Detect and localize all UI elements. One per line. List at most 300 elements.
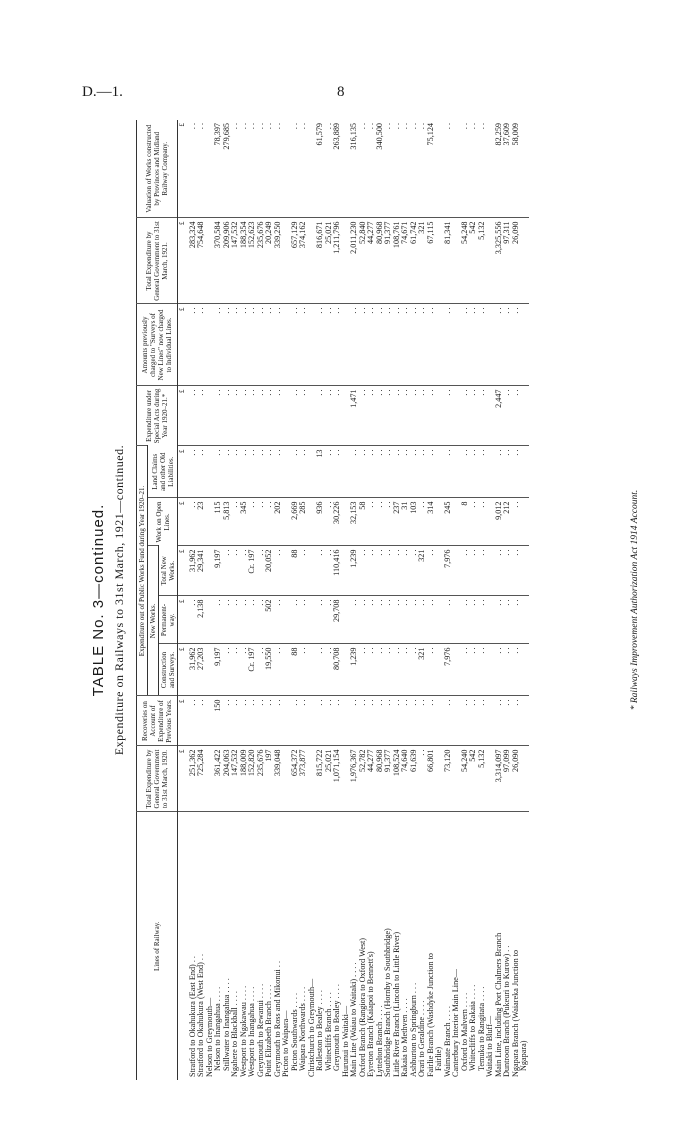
value-cell: 339,250 bbox=[274, 218, 283, 304]
railway-line-name: Orari to Geraldine bbox=[417, 1016, 426, 1077]
value-cell: 152,820 bbox=[248, 746, 257, 812]
value-cell: . . bbox=[376, 644, 385, 696]
value-cell: 74,640 bbox=[401, 746, 410, 812]
value-cell: . . bbox=[231, 596, 240, 644]
value-cell: . . bbox=[503, 546, 512, 596]
value-cell: 67,115 bbox=[427, 218, 436, 304]
value-cell: . . bbox=[503, 446, 512, 498]
railway-line-name: Little River Branch (Lincoln to Little River) bbox=[391, 931, 401, 1077]
value-cell: . . bbox=[503, 386, 512, 446]
railway-line-name: Ashburton to Springburn bbox=[408, 995, 418, 1077]
value-cell: . . bbox=[468, 122, 477, 130]
header-permanent-way: Permanent-way. bbox=[159, 596, 178, 644]
value-cell bbox=[206, 304, 215, 386]
value-cell: . . bbox=[478, 644, 487, 696]
value-cell: . . bbox=[400, 122, 409, 130]
header-total-prev: Total Expenditure by General Government to 31st March, 1920. bbox=[137, 746, 178, 812]
leader-dots: . . . . bbox=[417, 1000, 426, 1015]
value-cell: . . bbox=[272, 122, 282, 130]
value-cell: . . bbox=[401, 644, 410, 696]
value-cell: . . bbox=[223, 546, 232, 596]
header-total-exp: Total Expenditure by General Government to 31st March, 1921. bbox=[137, 218, 178, 304]
row-name-cell bbox=[427, 812, 436, 1080]
value-cell: . . bbox=[427, 304, 436, 386]
value-cell: . . bbox=[316, 696, 325, 746]
value-cell: . . bbox=[384, 644, 393, 696]
value-cell: 237 bbox=[393, 498, 402, 546]
railway-line-name: Ngahere to Blackball bbox=[230, 1007, 239, 1077]
value-cell: 370,584 bbox=[214, 218, 223, 304]
railway-line-name: Oxford to Malvern bbox=[459, 1009, 469, 1071]
railway-line-name: Christchurch to Greymouth— bbox=[306, 978, 316, 1077]
value-cell: 26,090 bbox=[512, 746, 521, 812]
value-cell: . . bbox=[393, 446, 402, 498]
value-cell bbox=[486, 304, 495, 386]
value-cell: . . bbox=[418, 696, 427, 746]
value-cell: . . bbox=[459, 122, 469, 130]
value-cell: . . bbox=[316, 644, 325, 696]
value-cell: 31,962 bbox=[189, 644, 198, 696]
value-cell bbox=[452, 304, 461, 386]
value-cell: 7,976 bbox=[444, 546, 453, 596]
value-cell: 2,669 bbox=[291, 498, 300, 546]
railway-line-name: Eyreton Branch (Kaiapoi to Bennett's) bbox=[366, 951, 375, 1077]
unit-cell: £ bbox=[178, 546, 189, 596]
value-cell: 44,277 bbox=[367, 218, 376, 304]
value-cell: . . bbox=[376, 304, 385, 386]
value-cell: . . bbox=[495, 696, 504, 746]
value-cell: . . bbox=[384, 446, 393, 498]
railway-line-name: Main Line (Waiau to Waitaki) . . bbox=[349, 970, 358, 1077]
value-cell: 2,011,230 bbox=[350, 218, 359, 304]
leader-dots: . . . . bbox=[247, 986, 256, 1002]
value-cell: . . bbox=[418, 386, 427, 446]
value-cell: . . bbox=[367, 596, 376, 644]
railway-line-name: Rolleston to Bealey bbox=[315, 1006, 324, 1071]
value-cell: . . bbox=[316, 596, 325, 644]
value-cell: 19,550 bbox=[265, 644, 274, 696]
railway-line-name: Westport to Inangahua bbox=[247, 1003, 256, 1077]
unit-cell: £ bbox=[178, 122, 186, 127]
value-cell: . . bbox=[325, 596, 334, 644]
value-cell: . . bbox=[503, 304, 512, 386]
value-cell: . . bbox=[384, 696, 393, 746]
leader-dots: . . . . bbox=[213, 986, 222, 1002]
value-cell: . . bbox=[367, 304, 376, 386]
value-cell: . . bbox=[384, 546, 393, 596]
value-cell: . . bbox=[189, 498, 198, 546]
value-cell: . . bbox=[495, 304, 504, 386]
leader-dots: . . . . bbox=[298, 986, 307, 1002]
value-cell: . . bbox=[291, 386, 300, 446]
value-cell: 1,211,796 bbox=[333, 218, 342, 304]
value-cell: . . bbox=[469, 304, 478, 386]
value-cell: . . bbox=[325, 644, 334, 696]
value-cell: . . bbox=[512, 696, 521, 746]
value-cell: . . bbox=[512, 446, 521, 498]
value-cell: 345 bbox=[240, 498, 249, 546]
value-cell: . . bbox=[257, 546, 266, 596]
value-cell: . . bbox=[240, 546, 249, 596]
value-cell: . . bbox=[189, 446, 198, 498]
value-cell: 27,203 bbox=[197, 644, 206, 696]
value-cell: . . bbox=[274, 446, 283, 498]
value-cell: . . bbox=[189, 304, 198, 386]
value-cell: 147,532 bbox=[231, 218, 240, 304]
value-cell: . . bbox=[376, 498, 385, 546]
value-cell: . . bbox=[316, 546, 325, 596]
value-cell: 235,676 bbox=[257, 218, 266, 304]
value-cell: 80,968 bbox=[376, 218, 385, 304]
value-cell: . . bbox=[333, 696, 342, 746]
value-cell: . . bbox=[512, 386, 521, 446]
value-cell: 30,226 bbox=[333, 498, 342, 546]
value-cell bbox=[520, 446, 529, 498]
value-cell: . . bbox=[478, 304, 487, 386]
header-lines: Lines of Railway. bbox=[137, 812, 178, 1080]
value-cell: . . bbox=[274, 546, 283, 596]
value-cell: 188,354 bbox=[240, 218, 249, 304]
leader-dots: . . bbox=[196, 953, 205, 961]
value-cell: . . bbox=[393, 696, 402, 746]
value-cell bbox=[435, 304, 444, 386]
value-cell: . . bbox=[359, 644, 368, 696]
railway-line-name: Greymouth to Bealey bbox=[332, 1000, 341, 1071]
table-row bbox=[478, 120, 487, 1080]
value-cell: 25,021 bbox=[325, 746, 334, 812]
value-cell: Cr. 197 bbox=[248, 644, 257, 696]
value-cell: . . bbox=[265, 696, 274, 746]
value-cell: . . bbox=[376, 546, 385, 596]
value-cell: . . bbox=[240, 696, 249, 746]
value-cell: 542 bbox=[469, 218, 478, 304]
railway-line-name: Stratford to Okahukura (West End) bbox=[196, 962, 205, 1077]
value-cell: 152,623 bbox=[248, 218, 257, 304]
value-cell: 61,639 bbox=[410, 746, 419, 812]
value-cell: 502 bbox=[265, 596, 274, 644]
leader-dots: . . bbox=[349, 962, 358, 969]
row-name-cell bbox=[520, 812, 529, 1080]
value-cell: . . bbox=[257, 498, 266, 546]
table-row bbox=[520, 120, 529, 1080]
value-cell: 9,012 bbox=[495, 498, 504, 546]
value-cell: . . bbox=[393, 546, 402, 596]
value-cell: 1,239 bbox=[350, 546, 359, 596]
leader-dots: . . bbox=[502, 945, 511, 952]
railway-line-name: Waitaki to Bluff— bbox=[485, 1015, 494, 1077]
value-cell: . . bbox=[410, 696, 419, 746]
value-cell: . . bbox=[265, 446, 274, 498]
leader-dots: . . . . bbox=[255, 983, 265, 999]
value-cell: 103 bbox=[410, 498, 419, 546]
leader-dots: . . bbox=[221, 978, 231, 985]
leader-dots: . . . . bbox=[400, 998, 409, 1013]
value-cell: 108,761 bbox=[393, 218, 402, 304]
value-cell: 279,685 bbox=[221, 122, 231, 150]
value-cell: 321 bbox=[418, 218, 427, 304]
value-cell: . . bbox=[478, 498, 487, 546]
railway-line-name: Hurunui to Waitaki— bbox=[340, 1005, 350, 1077]
value-cell: 5,132 bbox=[478, 746, 487, 812]
unit-cell: £ bbox=[178, 746, 189, 812]
value-cell: . . bbox=[444, 446, 453, 498]
railway-line-name: Nelson to Inangahua bbox=[213, 1003, 222, 1071]
value-cell: . . bbox=[291, 304, 300, 386]
value-cell: 73,120 bbox=[444, 746, 453, 812]
value-cell: . . bbox=[408, 122, 418, 130]
value-cell: . . bbox=[444, 304, 453, 386]
value-cell: 1,071,154 bbox=[333, 746, 342, 812]
value-cell: . . bbox=[418, 446, 427, 498]
value-cell: . . bbox=[231, 546, 240, 596]
value-cell: . . bbox=[495, 546, 504, 596]
railway-line-name: Fairlie) bbox=[434, 1046, 443, 1071]
value-cell: . . bbox=[410, 644, 419, 696]
value-cell: 58 bbox=[359, 498, 368, 546]
value-cell: . . bbox=[231, 386, 240, 446]
railway-line-name: Waipara Northwards bbox=[298, 1003, 307, 1071]
railway-line-name: Stratford to Okahukura (East End) bbox=[187, 964, 197, 1077]
value-cell: . . bbox=[231, 498, 240, 546]
leader-dots: . . . . bbox=[264, 984, 273, 999]
value-cell: . . bbox=[427, 446, 436, 498]
value-cell: . . bbox=[223, 644, 232, 696]
value-cell bbox=[520, 386, 529, 446]
value-cell bbox=[308, 304, 317, 386]
railway-line-name: Ngapara Branch (Waiareka Junction to bbox=[510, 949, 520, 1077]
leader-dots: . . . . bbox=[374, 1005, 384, 1020]
value-cell: 52,840 bbox=[359, 218, 368, 304]
value-cell bbox=[520, 498, 529, 546]
value-cell: . . bbox=[189, 386, 198, 446]
value-cell: . . bbox=[512, 546, 521, 596]
value-cell: . . bbox=[418, 746, 427, 812]
value-cell: . . bbox=[316, 304, 325, 386]
value-cell: 75,124 bbox=[425, 122, 435, 146]
header-open-lines: Work on Open Lines. bbox=[148, 498, 178, 546]
value-cell: . . bbox=[325, 546, 334, 596]
value-cell: . . bbox=[410, 304, 419, 386]
value-cell: . . bbox=[401, 446, 410, 498]
value-cell: . . bbox=[265, 498, 274, 546]
value-cell: . . bbox=[478, 386, 487, 446]
value-cell: . . bbox=[248, 696, 257, 746]
value-cell: . . bbox=[367, 644, 376, 696]
value-cell: . . bbox=[231, 644, 240, 696]
unit-cell: £ bbox=[178, 498, 189, 546]
leader-dots: . . . . bbox=[468, 984, 477, 1000]
table-row bbox=[333, 120, 342, 1080]
value-cell: . . bbox=[442, 122, 452, 130]
value-cell: . . bbox=[367, 498, 376, 546]
leader-dots: . . . . bbox=[442, 1006, 452, 1021]
value-cell: . . bbox=[359, 596, 368, 644]
value-cell: 31 bbox=[401, 498, 410, 546]
value-cell: . . bbox=[478, 446, 487, 498]
value-cell: 263,889 bbox=[332, 122, 341, 150]
value-cell: . . bbox=[316, 386, 325, 446]
value-cell: . . bbox=[427, 696, 436, 746]
value-cell: . . bbox=[376, 596, 385, 644]
leader-dots: . . bbox=[272, 961, 282, 968]
value-cell: . . bbox=[350, 446, 359, 498]
value-cell: 314 bbox=[427, 498, 436, 546]
value-cell: . . bbox=[427, 546, 436, 596]
value-cell: . . bbox=[231, 696, 240, 746]
value-cell: . . bbox=[240, 386, 249, 446]
leader-dots: . . . . bbox=[332, 984, 341, 999]
value-cell bbox=[282, 304, 291, 386]
value-cell: . . bbox=[223, 304, 232, 386]
value-cell bbox=[520, 546, 529, 596]
value-cell: 316,135 bbox=[349, 122, 358, 150]
value-cell: 5,132 bbox=[478, 218, 487, 304]
leader-dots: . . . . bbox=[323, 992, 333, 1007]
value-cell: 78,397 bbox=[213, 122, 222, 146]
value-cell: . . bbox=[401, 596, 410, 644]
value-cell: 54,240 bbox=[461, 746, 470, 812]
value-cell: . . bbox=[333, 446, 342, 498]
value-cell: . . bbox=[367, 446, 376, 498]
leader-dots: . . . . bbox=[230, 991, 239, 1006]
table-row bbox=[512, 120, 521, 1080]
value-cell: . . bbox=[257, 446, 266, 498]
value-cell: . . bbox=[240, 644, 249, 696]
value-cell: . . bbox=[359, 446, 368, 498]
value-cell: . . bbox=[495, 644, 504, 696]
value-cell: . . bbox=[376, 696, 385, 746]
value-cell: . . bbox=[299, 696, 308, 746]
value-cell: . . bbox=[248, 596, 257, 644]
leader-dots: . . . . bbox=[459, 992, 469, 1008]
value-cell: . . bbox=[299, 596, 308, 644]
value-cell: . . bbox=[512, 304, 521, 386]
value-cell: 2,138 bbox=[197, 596, 206, 644]
value-cell: . . bbox=[418, 498, 427, 546]
railway-line-name: Greymouth to Ross and Mikonui bbox=[272, 969, 282, 1077]
value-cell: . . bbox=[299, 644, 308, 696]
value-cell: 339,048 bbox=[274, 746, 283, 812]
value-cell: . . bbox=[230, 122, 239, 130]
value-cell: 52,782 bbox=[359, 746, 368, 812]
header-surveys: Amounts previously charged to "Surveys of New Lines" now charged to Individual Lines. bbox=[137, 304, 178, 386]
value-cell: . . bbox=[376, 386, 385, 446]
unit-cell: £ bbox=[178, 696, 189, 746]
value-cell: . . bbox=[214, 446, 223, 498]
value-cell: . . bbox=[461, 386, 470, 446]
value-cell: . . bbox=[299, 386, 308, 446]
value-cell: 58,009 bbox=[510, 122, 520, 146]
value-cell: 150 bbox=[214, 696, 223, 746]
value-cell bbox=[520, 696, 529, 746]
value-cell: . . bbox=[417, 122, 426, 130]
value-cell bbox=[520, 746, 529, 812]
value-cell: . . bbox=[299, 546, 308, 596]
value-cell: 657,129 bbox=[291, 218, 300, 304]
railway-line-name: Canterbury Interior Main Line— bbox=[451, 969, 460, 1077]
value-cell: . . bbox=[503, 644, 512, 696]
value-cell: 37,609 bbox=[502, 122, 511, 146]
header-pwf-group: Expenditure out of Public Works Fund during Year 1920–21. bbox=[137, 446, 148, 696]
value-cell: . . bbox=[410, 386, 419, 446]
page-number: 8 bbox=[337, 84, 345, 100]
header-special-acts: Expenditure under Special Acts during Year 1920–21.* bbox=[137, 386, 178, 446]
value-cell: . . bbox=[461, 696, 470, 746]
value-cell: 815,722 bbox=[316, 746, 325, 812]
value-cell: . . bbox=[240, 446, 249, 498]
value-cell: . . bbox=[418, 304, 427, 386]
value-cell: 188,009 bbox=[240, 746, 249, 812]
value-cell: . . bbox=[444, 696, 453, 746]
value-cell: . . bbox=[231, 446, 240, 498]
header-land-claims: Land Claims and other Old Liabilities. bbox=[148, 446, 178, 498]
railway-line-name: Nelson to Greymouth— bbox=[204, 997, 214, 1077]
value-cell: . . bbox=[366, 122, 375, 130]
value-cell: . . bbox=[325, 304, 334, 386]
table-row bbox=[274, 120, 283, 1080]
units-row bbox=[178, 120, 189, 1080]
value-cell: . . bbox=[291, 446, 300, 498]
value-cell: 197 bbox=[265, 746, 274, 812]
value-cell bbox=[520, 218, 529, 304]
value-cell: 29,341 bbox=[197, 546, 206, 596]
value-cell: . . bbox=[418, 596, 427, 644]
value-cell: 3,325,556 bbox=[495, 218, 504, 304]
value-cell: 54,248 bbox=[461, 218, 470, 304]
value-cell: . . bbox=[384, 498, 393, 546]
value-cell: . . bbox=[469, 596, 478, 644]
value-cell: . . bbox=[469, 446, 478, 498]
value-cell: . . bbox=[325, 696, 334, 746]
railway-line-name: Duntroon Branch (Pukeuri to Kurow) bbox=[502, 953, 511, 1077]
railway-line-name: Whitecliffs Branch bbox=[323, 1008, 333, 1071]
railway-line-name: Ngapara) bbox=[519, 1040, 528, 1071]
value-cell: . . bbox=[367, 696, 376, 746]
railway-line-name: Temuka to Rangitata bbox=[476, 1002, 486, 1071]
value-cell: 5,813 bbox=[223, 498, 232, 546]
value-cell: . . bbox=[367, 386, 376, 446]
value-cell bbox=[452, 120, 461, 218]
value-cell: 212 bbox=[503, 498, 512, 546]
value-cell: . . bbox=[478, 696, 487, 746]
value-cell: 81,341 bbox=[444, 218, 453, 304]
value-cell: . . bbox=[323, 122, 333, 130]
value-cell: . . bbox=[350, 304, 359, 386]
value-cell: 20,052 bbox=[265, 546, 274, 596]
value-cell: 654,372 bbox=[291, 746, 300, 812]
value-cell: . . bbox=[512, 596, 521, 644]
value-cell: . . bbox=[299, 304, 308, 386]
value-cell: Cr. 197 bbox=[248, 546, 257, 596]
value-cell bbox=[282, 120, 291, 218]
value-cell: 26,090 bbox=[512, 218, 521, 304]
value-cell: . . bbox=[495, 446, 504, 498]
value-cell: . . bbox=[478, 546, 487, 596]
railway-line-name: Picton Southwards bbox=[289, 1009, 299, 1071]
value-cell: . . bbox=[469, 498, 478, 546]
value-cell: . . bbox=[325, 386, 334, 446]
header-total-new: Total New Works. bbox=[159, 546, 178, 596]
value-cell: . . bbox=[427, 386, 436, 446]
value-cell: . . bbox=[461, 304, 470, 386]
value-cell: 245 bbox=[444, 498, 453, 546]
value-cell: . . bbox=[257, 304, 266, 386]
value-cell: . . bbox=[469, 644, 478, 696]
value-cell: . . bbox=[427, 596, 436, 644]
unit-cell: £ bbox=[178, 446, 189, 498]
value-cell: . . bbox=[265, 386, 274, 446]
value-cell: 88 bbox=[291, 546, 300, 596]
